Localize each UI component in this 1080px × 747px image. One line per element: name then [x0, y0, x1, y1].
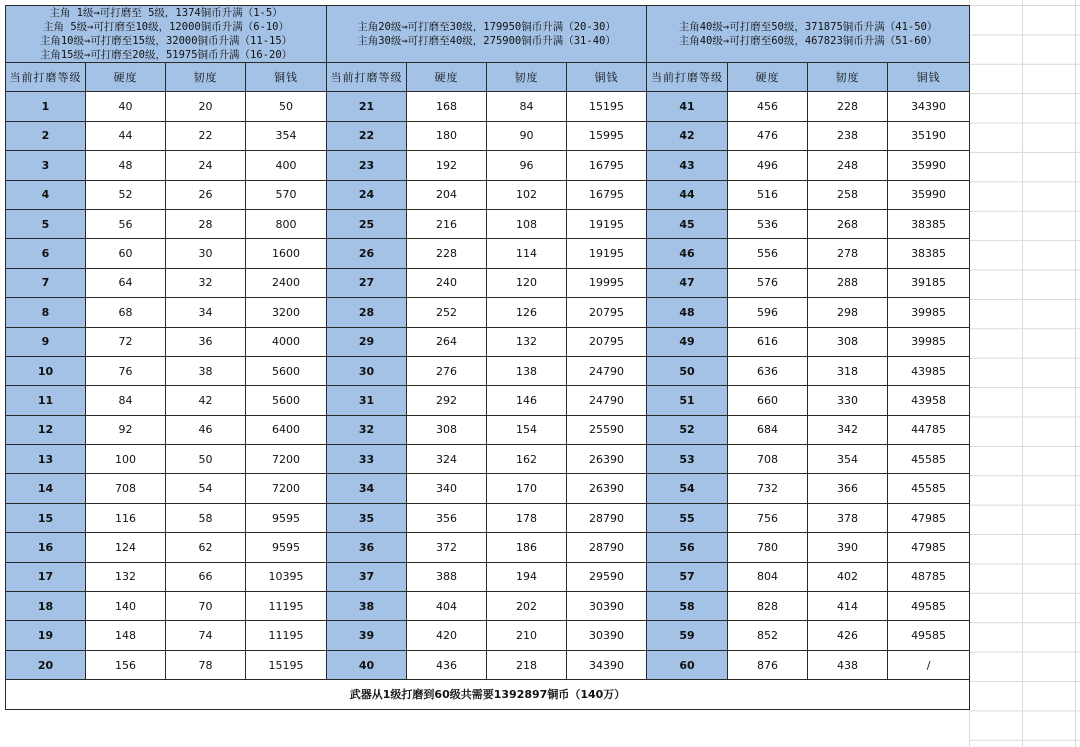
hardness-cell: 456	[728, 92, 808, 121]
hardness-cell: 216	[407, 209, 487, 238]
note-line: 主角 1级→可打磨至 5级，1374铜币升满（1-5）	[49, 7, 283, 19]
hardness-cell: 92	[86, 415, 166, 444]
coins-cell: 47985	[888, 533, 970, 562]
toughness-cell: 202	[487, 592, 567, 621]
toughness-cell: 38	[166, 356, 246, 385]
header-level: 当前打磨等级	[6, 63, 86, 92]
level-cell: 28	[327, 298, 407, 327]
hardness-cell: 476	[728, 121, 808, 150]
hardness-cell: 52	[86, 180, 166, 209]
table-row	[6, 386, 970, 415]
coins-cell: 15195	[567, 92, 647, 121]
coins-cell: 39985	[888, 327, 970, 356]
note-line: 主角40级→可打磨至50级，371875铜币升满（41-50）	[678, 21, 938, 33]
header-toughness: 韧度	[166, 63, 246, 92]
hardness-cell: 556	[728, 239, 808, 268]
level-cell: 11	[6, 386, 86, 415]
toughness-cell: 30	[166, 239, 246, 268]
coins-cell: 5600	[246, 386, 327, 415]
level-cell: 12	[6, 415, 86, 444]
toughness-cell: 34	[166, 298, 246, 327]
coins-cell: /	[888, 650, 970, 679]
coins-cell: 35990	[888, 180, 970, 209]
level-cell: 51	[647, 386, 728, 415]
coins-cell: 9595	[246, 503, 327, 532]
level-cell: 5	[6, 209, 86, 238]
toughness-cell: 32	[166, 268, 246, 297]
header-level: 当前打磨等级	[327, 63, 407, 92]
level-cell: 41	[647, 92, 728, 121]
toughness-cell: 390	[808, 533, 888, 562]
hardness-cell: 576	[728, 268, 808, 297]
level-cell: 4	[6, 180, 86, 209]
hardness-cell: 264	[407, 327, 487, 356]
toughness-cell: 228	[808, 92, 888, 121]
coins-cell: 26390	[567, 474, 647, 503]
table-row	[6, 650, 970, 679]
level-cell: 1	[6, 92, 86, 121]
toughness-cell: 66	[166, 562, 246, 591]
coins-cell: 20795	[567, 298, 647, 327]
coins-cell: 570	[246, 180, 327, 209]
table-row	[6, 209, 970, 238]
level-cell: 48	[647, 298, 728, 327]
header-toughness: 韧度	[808, 63, 888, 92]
table-row	[6, 445, 970, 474]
level-cell: 17	[6, 562, 86, 591]
toughness-cell: 426	[808, 621, 888, 650]
level-cell: 47	[647, 268, 728, 297]
level-cell: 26	[327, 239, 407, 268]
note-cell-3	[647, 6, 970, 63]
hardness-cell: 756	[728, 503, 808, 532]
table-row	[6, 180, 970, 209]
table-row	[6, 562, 970, 591]
toughness-cell: 268	[808, 209, 888, 238]
hardness-cell: 596	[728, 298, 808, 327]
coins-cell: 10395	[246, 562, 327, 591]
coins-cell: 39985	[888, 298, 970, 327]
note-cell-2	[327, 6, 647, 63]
hardness-cell: 168	[407, 92, 487, 121]
level-cell: 16	[6, 533, 86, 562]
toughness-cell: 50	[166, 445, 246, 474]
level-cell: 31	[327, 386, 407, 415]
level-cell: 10	[6, 356, 86, 385]
coins-cell: 5600	[246, 356, 327, 385]
level-cell: 27	[327, 268, 407, 297]
coins-cell: 34390	[567, 650, 647, 679]
level-cell: 46	[647, 239, 728, 268]
hardness-cell: 124	[86, 533, 166, 562]
toughness-cell: 402	[808, 562, 888, 591]
level-cell: 57	[647, 562, 728, 591]
hardness-cell: 708	[728, 445, 808, 474]
level-cell: 25	[327, 209, 407, 238]
toughness-cell: 132	[487, 327, 567, 356]
coins-cell: 35990	[888, 151, 970, 180]
toughness-cell: 138	[487, 356, 567, 385]
toughness-cell: 74	[166, 621, 246, 650]
toughness-cell: 42	[166, 386, 246, 415]
toughness-cell: 108	[487, 209, 567, 238]
coins-cell: 25590	[567, 415, 647, 444]
table-row	[6, 533, 970, 562]
toughness-cell: 414	[808, 592, 888, 621]
table-row	[6, 592, 970, 621]
coins-cell: 30390	[567, 621, 647, 650]
coins-cell: 50	[246, 92, 327, 121]
coins-cell: 16795	[567, 151, 647, 180]
table-row	[6, 268, 970, 297]
hardness-cell: 616	[728, 327, 808, 356]
toughness-cell: 288	[808, 268, 888, 297]
level-cell: 36	[327, 533, 407, 562]
hardness-cell: 404	[407, 592, 487, 621]
header-coins: 铜钱	[567, 63, 647, 92]
toughness-cell: 62	[166, 533, 246, 562]
hardness-cell: 388	[407, 562, 487, 591]
hardness-cell: 100	[86, 445, 166, 474]
coins-cell: 28790	[567, 503, 647, 532]
hardness-cell: 876	[728, 650, 808, 679]
level-cell: 43	[647, 151, 728, 180]
toughness-cell: 102	[487, 180, 567, 209]
toughness-cell: 162	[487, 445, 567, 474]
coins-cell: 19195	[567, 239, 647, 268]
coins-cell: 9595	[246, 533, 327, 562]
toughness-cell: 84	[487, 92, 567, 121]
hardness-cell: 68	[86, 298, 166, 327]
hardness-cell: 852	[728, 621, 808, 650]
hardness-cell: 828	[728, 592, 808, 621]
level-cell: 18	[6, 592, 86, 621]
table-row	[6, 298, 970, 327]
header-hardness: 硬度	[728, 63, 808, 92]
level-cell: 19	[6, 621, 86, 650]
level-cell: 42	[647, 121, 728, 150]
hardness-cell: 708	[86, 474, 166, 503]
hardness-cell: 60	[86, 239, 166, 268]
toughness-cell: 178	[487, 503, 567, 532]
hardness-cell: 324	[407, 445, 487, 474]
toughness-cell: 194	[487, 562, 567, 591]
toughness-cell: 238	[808, 121, 888, 150]
level-cell: 58	[647, 592, 728, 621]
coins-cell: 43958	[888, 386, 970, 415]
coins-cell: 3200	[246, 298, 327, 327]
coins-cell: 16795	[567, 180, 647, 209]
coins-cell: 15995	[567, 121, 647, 150]
toughness-cell: 154	[487, 415, 567, 444]
level-cell: 50	[647, 356, 728, 385]
note-line: 主角10级→可打磨至15级，32000铜币升满（11-15）	[39, 35, 293, 47]
table-row	[6, 474, 970, 503]
hardness-cell: 804	[728, 562, 808, 591]
toughness-cell: 218	[487, 650, 567, 679]
toughness-cell: 90	[487, 121, 567, 150]
coins-cell: 38385	[888, 209, 970, 238]
header-level: 当前打磨等级	[647, 63, 728, 92]
level-cell: 53	[647, 445, 728, 474]
table-row	[6, 621, 970, 650]
level-cell: 24	[327, 180, 407, 209]
hardness-cell: 372	[407, 533, 487, 562]
table-row	[6, 503, 970, 532]
toughness-cell: 54	[166, 474, 246, 503]
level-cell: 56	[647, 533, 728, 562]
toughness-cell: 114	[487, 239, 567, 268]
note-line: 主角30级→可打磨至40级，275900铜币升满（31-40）	[357, 35, 616, 47]
coins-cell: 24790	[567, 356, 647, 385]
coins-cell: 7200	[246, 474, 327, 503]
coins-cell: 48785	[888, 562, 970, 591]
coins-cell: 26390	[567, 445, 647, 474]
footer-row	[6, 680, 970, 709]
level-cell: 37	[327, 562, 407, 591]
upgrade-cost-table	[5, 5, 970, 710]
toughness-cell: 78	[166, 650, 246, 679]
hardness-cell: 204	[407, 180, 487, 209]
hardness-cell: 436	[407, 650, 487, 679]
hardness-cell: 228	[407, 239, 487, 268]
toughness-cell: 58	[166, 503, 246, 532]
hardness-cell: 192	[407, 151, 487, 180]
header-row	[6, 63, 970, 92]
hardness-cell: 356	[407, 503, 487, 532]
hardness-cell: 180	[407, 121, 487, 150]
coins-cell: 11195	[246, 592, 327, 621]
level-cell: 13	[6, 445, 86, 474]
level-cell: 21	[327, 92, 407, 121]
coins-cell: 19995	[567, 268, 647, 297]
toughness-cell: 120	[487, 268, 567, 297]
toughness-cell: 438	[808, 650, 888, 679]
coins-cell: 354	[246, 121, 327, 150]
toughness-cell: 46	[166, 415, 246, 444]
toughness-cell: 318	[808, 356, 888, 385]
coins-cell: 38385	[888, 239, 970, 268]
hardness-cell: 148	[86, 621, 166, 650]
coins-cell: 800	[246, 209, 327, 238]
hardness-cell: 44	[86, 121, 166, 150]
toughness-cell: 278	[808, 239, 888, 268]
coins-cell: 28790	[567, 533, 647, 562]
level-cell: 23	[327, 151, 407, 180]
hardness-cell: 536	[728, 209, 808, 238]
toughness-cell: 146	[487, 386, 567, 415]
table-row	[6, 356, 970, 385]
hardness-cell: 780	[728, 533, 808, 562]
level-cell: 7	[6, 268, 86, 297]
level-cell: 38	[327, 592, 407, 621]
toughness-cell: 186	[487, 533, 567, 562]
note-line: 主角 5级→可打磨至10级，12000铜币升满（6-10）	[43, 21, 290, 33]
coins-cell: 6400	[246, 415, 327, 444]
table-row	[6, 239, 970, 268]
level-cell: 6	[6, 239, 86, 268]
level-cell: 59	[647, 621, 728, 650]
hardness-cell: 40	[86, 92, 166, 121]
hardness-cell: 684	[728, 415, 808, 444]
hardness-cell: 732	[728, 474, 808, 503]
header-coins: 铜钱	[246, 63, 327, 92]
coins-cell: 49585	[888, 592, 970, 621]
toughness-cell: 24	[166, 151, 246, 180]
coins-cell: 44785	[888, 415, 970, 444]
toughness-cell: 308	[808, 327, 888, 356]
coins-cell: 11195	[246, 621, 327, 650]
toughness-cell: 28	[166, 209, 246, 238]
toughness-cell: 354	[808, 445, 888, 474]
empty-cell-grid	[969, 0, 1080, 747]
coins-cell: 45585	[888, 445, 970, 474]
coins-cell: 43985	[888, 356, 970, 385]
toughness-cell: 378	[808, 503, 888, 532]
toughness-cell: 210	[487, 621, 567, 650]
hardness-cell: 340	[407, 474, 487, 503]
note-line: 主角40级→可打磨至60级，467823铜币升满（51-60）	[678, 35, 938, 47]
hardness-cell: 56	[86, 209, 166, 238]
hardness-cell: 64	[86, 268, 166, 297]
table-row	[6, 92, 970, 121]
hardness-cell: 660	[728, 386, 808, 415]
toughness-cell: 248	[808, 151, 888, 180]
hardness-cell: 84	[86, 386, 166, 415]
level-cell: 39	[327, 621, 407, 650]
coins-cell: 34390	[888, 92, 970, 121]
level-cell: 55	[647, 503, 728, 532]
level-cell: 9	[6, 327, 86, 356]
level-cell: 33	[327, 445, 407, 474]
level-cell: 14	[6, 474, 86, 503]
level-cell: 34	[327, 474, 407, 503]
level-cell: 8	[6, 298, 86, 327]
header-hardness: 硬度	[407, 63, 487, 92]
table-row	[6, 415, 970, 444]
toughness-cell: 170	[487, 474, 567, 503]
level-cell: 60	[647, 650, 728, 679]
level-cell: 54	[647, 474, 728, 503]
hardness-cell: 132	[86, 562, 166, 591]
note-row	[6, 6, 970, 63]
coins-cell: 15195	[246, 650, 327, 679]
level-cell: 30	[327, 356, 407, 385]
hardness-cell: 116	[86, 503, 166, 532]
level-cell: 15	[6, 503, 86, 532]
note-line: 主角20级→可打磨至30级，179950铜币升满（20-30）	[357, 21, 616, 33]
hardness-cell: 72	[86, 327, 166, 356]
level-cell: 40	[327, 650, 407, 679]
toughness-cell: 330	[808, 386, 888, 415]
coins-cell: 30390	[567, 592, 647, 621]
coins-cell: 24790	[567, 386, 647, 415]
hardness-cell: 240	[407, 268, 487, 297]
coins-cell: 39185	[888, 268, 970, 297]
coins-cell: 19195	[567, 209, 647, 238]
hardness-cell: 420	[407, 621, 487, 650]
coins-cell: 35190	[888, 121, 970, 150]
toughness-cell: 36	[166, 327, 246, 356]
level-cell: 44	[647, 180, 728, 209]
table-row	[6, 151, 970, 180]
coins-cell: 49585	[888, 621, 970, 650]
toughness-cell: 22	[166, 121, 246, 150]
coins-cell: 4000	[246, 327, 327, 356]
hardness-cell: 252	[407, 298, 487, 327]
hardness-cell: 496	[728, 151, 808, 180]
hardness-cell: 516	[728, 180, 808, 209]
header-toughness: 韧度	[487, 63, 567, 92]
toughness-cell: 96	[487, 151, 567, 180]
coins-cell: 47985	[888, 503, 970, 532]
level-cell: 2	[6, 121, 86, 150]
hardness-cell: 76	[86, 356, 166, 385]
level-cell: 49	[647, 327, 728, 356]
hardness-cell: 48	[86, 151, 166, 180]
hardness-cell: 156	[86, 650, 166, 679]
hardness-cell: 140	[86, 592, 166, 621]
toughness-cell: 126	[487, 298, 567, 327]
toughness-cell: 26	[166, 180, 246, 209]
level-cell: 29	[327, 327, 407, 356]
toughness-cell: 70	[166, 592, 246, 621]
toughness-cell: 342	[808, 415, 888, 444]
hardness-cell: 292	[407, 386, 487, 415]
hardness-cell: 308	[407, 415, 487, 444]
table-row	[6, 121, 970, 150]
coins-cell: 29590	[567, 562, 647, 591]
toughness-cell: 298	[808, 298, 888, 327]
note-line: 主角15级→可打磨至20级，51975铜币升满（16-20）	[39, 49, 293, 61]
hardness-cell: 636	[728, 356, 808, 385]
level-cell: 35	[327, 503, 407, 532]
toughness-cell: 258	[808, 180, 888, 209]
toughness-cell: 366	[808, 474, 888, 503]
level-cell: 52	[647, 415, 728, 444]
level-cell: 3	[6, 151, 86, 180]
coins-cell: 20795	[567, 327, 647, 356]
toughness-cell: 20	[166, 92, 246, 121]
level-cell: 22	[327, 121, 407, 150]
coins-cell: 1600	[246, 239, 327, 268]
hardness-cell: 276	[407, 356, 487, 385]
header-hardness: 硬度	[86, 63, 166, 92]
total-summary: 武器从1级打磨到60级共需要1392897铜币（140万）	[6, 680, 970, 709]
level-cell: 32	[327, 415, 407, 444]
coins-cell: 7200	[246, 445, 327, 474]
table-row	[6, 327, 970, 356]
level-cell: 45	[647, 209, 728, 238]
coins-cell: 45585	[888, 474, 970, 503]
coins-cell: 400	[246, 151, 327, 180]
note-cell-1	[6, 6, 327, 63]
coins-cell: 2400	[246, 268, 327, 297]
header-coins: 铜钱	[888, 63, 970, 92]
level-cell: 20	[6, 650, 86, 679]
